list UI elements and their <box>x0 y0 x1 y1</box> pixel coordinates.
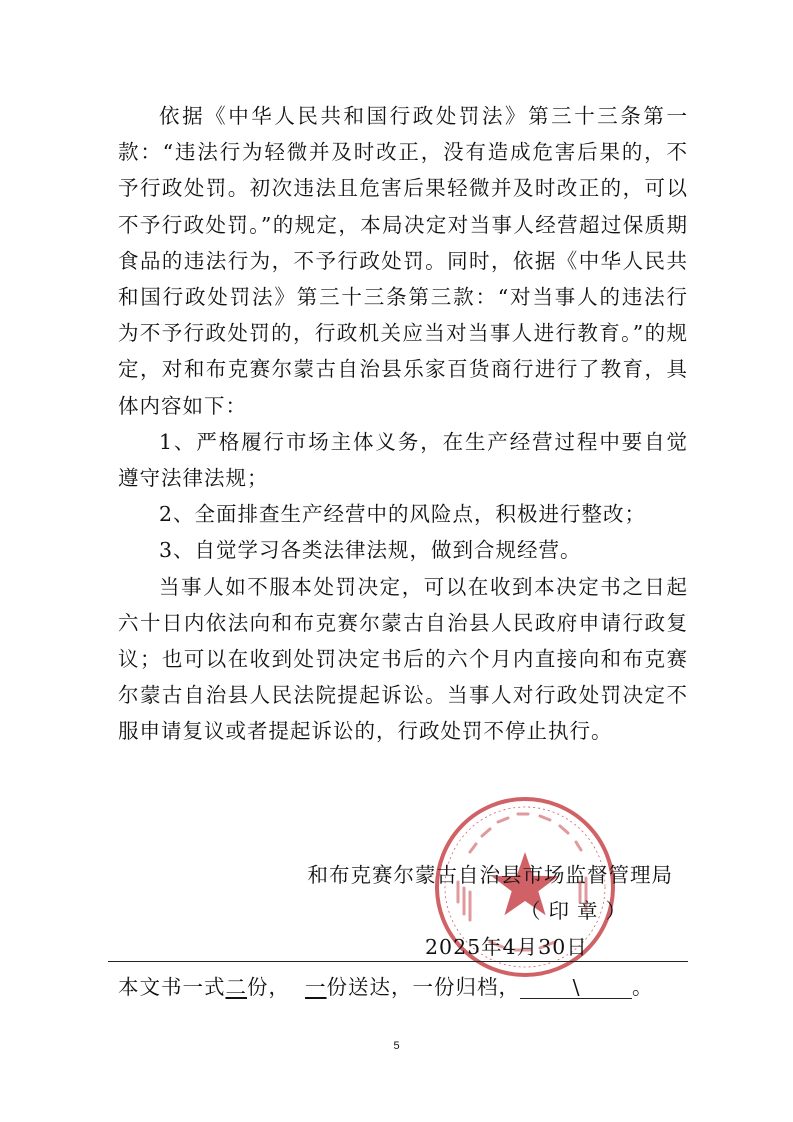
copies-note <box>118 970 654 1000</box>
paragraph-legal-basis: 依据《中华人民共和国行政处罚法》第三十三条第一款：“违法行为轻微并及时改正，没有造成危害后果的，不予行政处罚。初次违法且危害后果轻微并及时改正的，可以不予行政处罚。”的规定，本局决定对当事人经营超过保质期食品的违法行为，不予行政处罚。同时，依据《中华人民共和国行政处罚法》第三十三条第三款：“对当事人的违法行为不予行政处罚的，行政机关应当对当事人进行教育。”的规定，对和布克赛尔蒙古自治县乐家百货商行进行了教育，具体内容如下： <box>118 104 688 418</box>
copies-note-suffix: 。 <box>632 975 654 999</box>
seal-label: （印章） <box>520 899 634 923</box>
issuing-authority: 和布克赛尔蒙古自治县市场监督管理局 <box>307 863 673 887</box>
issue-date: 2025年4月30日 <box>425 935 588 959</box>
blank-field: \ <box>520 976 632 999</box>
footer-divider <box>108 961 688 962</box>
document-body <box>118 98 688 750</box>
list-item-2: 2、全面排查生产经营中的风险点，积极进行整改； <box>159 502 647 527</box>
served-count: 一 <box>305 975 327 999</box>
copies-note-part-2: 份， <box>247 975 290 999</box>
copies-note-part-3: 份送达，一份归档， <box>326 975 521 999</box>
copies-note-prefix: 本文书一式 <box>118 975 226 999</box>
list-item-1: 1、严格履行市场主体义务，在生产经营过程中要自觉遵守法律法规； <box>118 429 688 491</box>
paragraph-appeal-rights: 当事人如不服本处罚决定，可以在收到本决定书之日起六十日内依法向和布克赛尔蒙古自治县人民政府申请行政复议；也可以在收到处罚决定书后的六个月内直接向和布克赛尔蒙古自治县人民法院提起诉讼。当事人对行政处罚决定不服申请复议或者提起诉讼的，行政处罚不停止执行。 <box>118 574 688 744</box>
list-item-3: 3、自觉学习各类法律法规，做到合规经营。 <box>159 538 582 563</box>
copies-count: 二 <box>225 975 247 999</box>
page-number: 5 <box>393 1040 400 1052</box>
